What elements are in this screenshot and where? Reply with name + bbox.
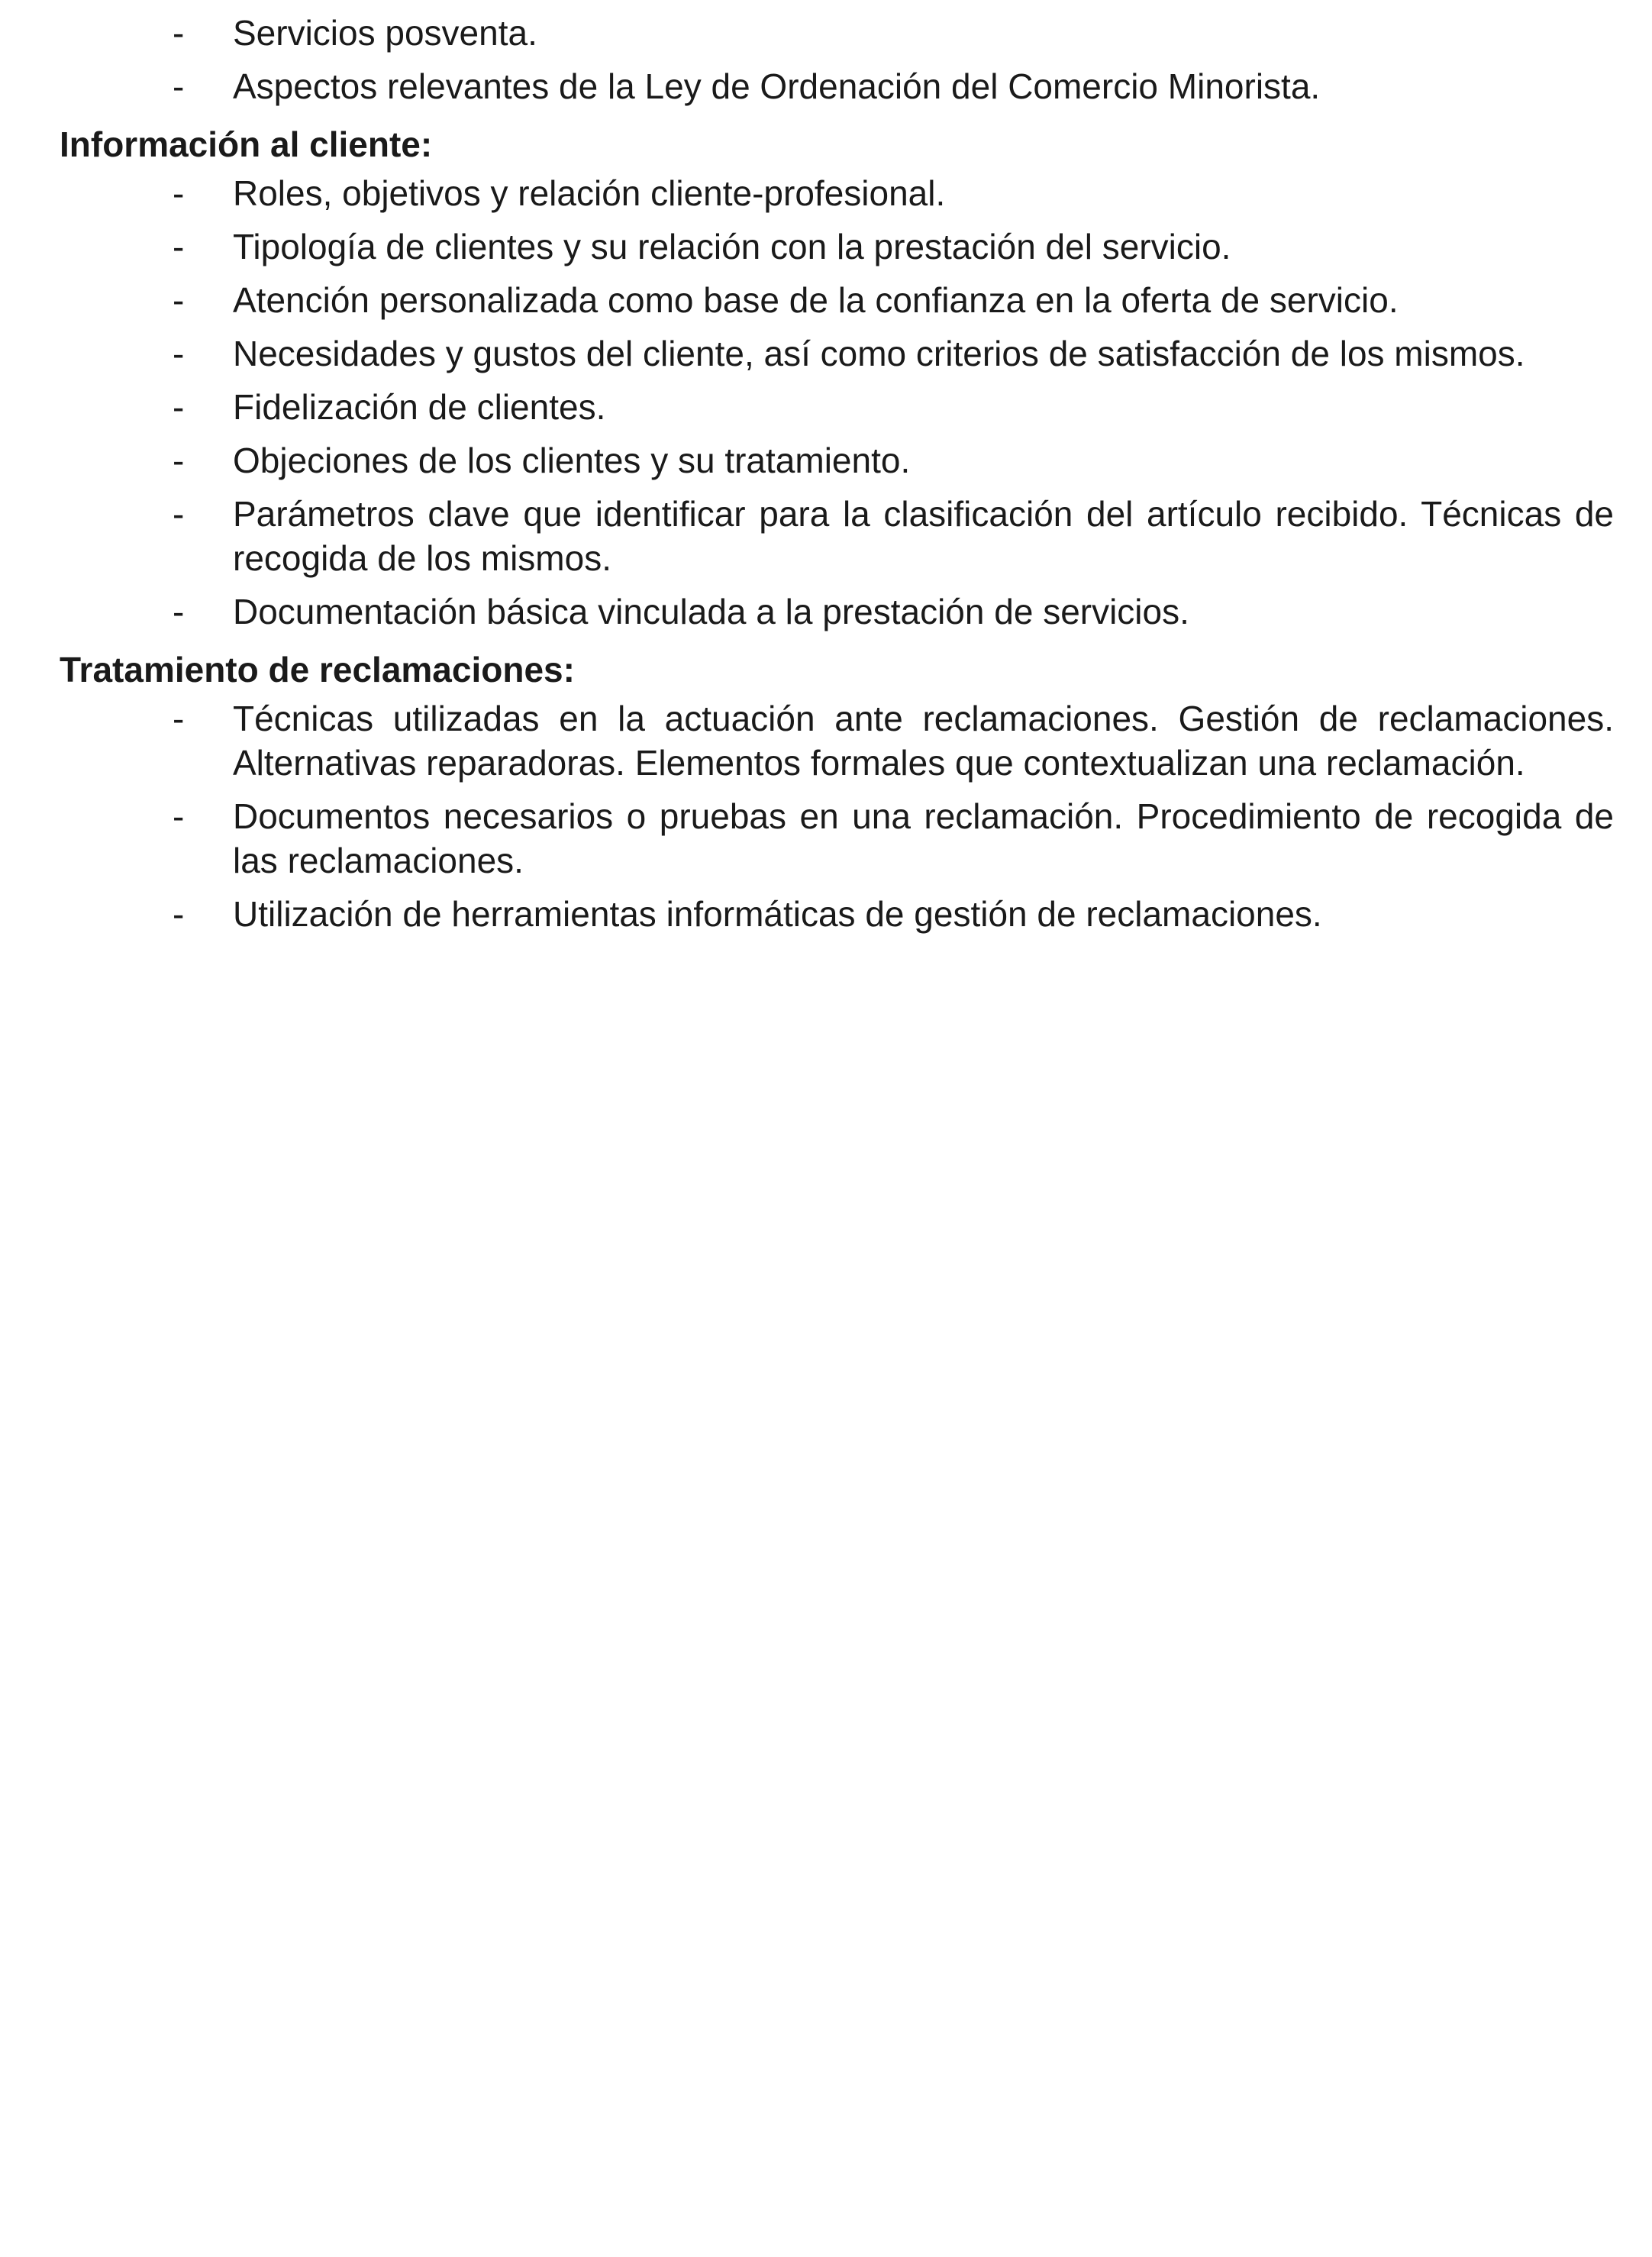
- list-item-text: Tipología de clientes y su relación con la prestación del servicio.: [233, 227, 1231, 266]
- section-heading: Información al cliente:: [60, 124, 433, 164]
- list-item: [60, 696, 1614, 785]
- list-item: [60, 64, 1614, 108]
- list-item: [60, 892, 1614, 936]
- section-continuation: [60, 11, 1614, 108]
- list-item-text: Necesidades y gustos del cliente, así como criterios de satisfacción de los mismos.: [233, 334, 1525, 373]
- dash-bullet: -: [173, 66, 185, 106]
- list-item-text: Documentos necesarios o pruebas en una reclamación. Procedimiento de recogida de las reclamaciones.: [233, 796, 1614, 880]
- list-item-text: Fidelización de clientes.: [233, 387, 606, 427]
- bullet-list: [60, 171, 1614, 634]
- list-item: [60, 589, 1614, 634]
- dash-bullet: -: [173, 441, 185, 480]
- list-item: [60, 794, 1614, 883]
- dash-bullet: -: [173, 494, 185, 534]
- dash-bullet: -: [173, 699, 185, 738]
- list-item-text: Roles, objetivos y relación cliente-profesional.: [233, 173, 946, 213]
- dash-bullet: -: [173, 894, 185, 934]
- list-item: [60, 11, 1614, 55]
- bullet-list: [60, 696, 1614, 936]
- section-informacion-cliente: [60, 118, 1614, 634]
- list-item-text: Técnicas utilizadas en la actuación ante reclamaciones. Gestión de reclamaciones. Alternativas reparadoras. Elementos formales que contextualizan una reclamación.: [233, 699, 1614, 783]
- list-item: [60, 331, 1614, 376]
- list-item-text: Servicios posventa.: [233, 13, 537, 53]
- dash-bullet: -: [173, 173, 185, 213]
- list-item-text: Objeciones de los clientes y su tratamiento.: [233, 441, 911, 480]
- list-item: [60, 278, 1614, 322]
- list-item: [60, 438, 1614, 483]
- list-item: [60, 171, 1614, 215]
- dash-bullet: -: [173, 387, 185, 427]
- list-item-text: Parámetros clave que identificar para la clasificación del artículo recibido. Técnicas de recogida de los mismos.: [233, 494, 1614, 578]
- dash-bullet: -: [173, 334, 185, 373]
- bullet-list: [60, 11, 1614, 108]
- list-item: [60, 224, 1614, 269]
- list-item-text: Utilización de herramientas informáticas de gestión de reclamaciones.: [233, 894, 1322, 934]
- dash-bullet: -: [173, 13, 185, 53]
- list-item-text: Aspectos relevantes de la Ley de Ordenación del Comercio Minorista.: [233, 66, 1321, 106]
- section-heading: Tratamiento de reclamaciones:: [60, 650, 575, 689]
- section-tratamiento-reclamaciones: [60, 643, 1614, 936]
- document-content: [60, 11, 1614, 945]
- list-item-text: Atención personalizada como base de la confianza en la oferta de servicio.: [233, 280, 1399, 320]
- list-item-text: Documentación básica vinculada a la prestación de servicios.: [233, 592, 1189, 631]
- dash-bullet: -: [173, 280, 185, 320]
- list-item: [60, 385, 1614, 429]
- list-item: [60, 492, 1614, 580]
- dash-bullet: -: [173, 592, 185, 631]
- dash-bullet: -: [173, 227, 185, 266]
- dash-bullet: -: [173, 796, 185, 836]
